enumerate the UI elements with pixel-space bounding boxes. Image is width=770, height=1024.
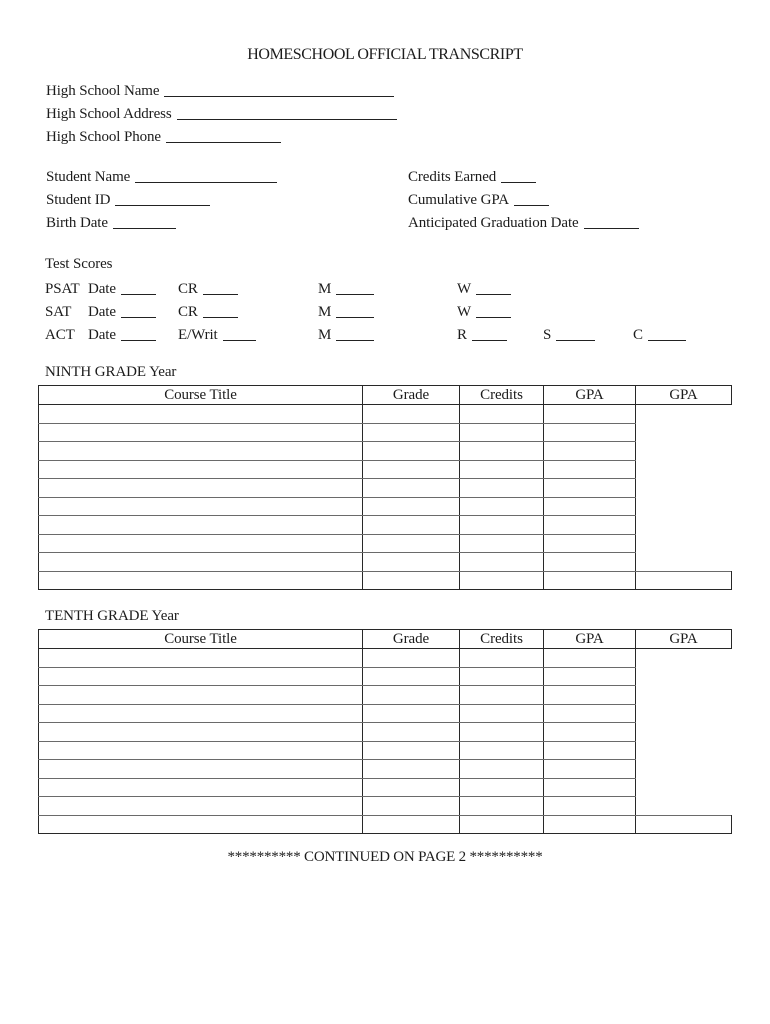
row-spacer	[636, 778, 732, 797]
table-row	[39, 460, 732, 479]
grade-cell[interactable]	[363, 649, 460, 668]
gpa-semester-cell[interactable]	[544, 760, 636, 779]
high-school-name-label: High School Name	[46, 83, 160, 99]
field-label: W	[457, 281, 472, 297]
sat-w-blank[interactable]	[476, 317, 511, 318]
cumulative-gpa-label: Cumulative GPA	[408, 192, 509, 208]
form-row	[46, 80, 397, 103]
sat-date-blank[interactable]	[121, 317, 156, 318]
table-row	[39, 553, 732, 572]
gpa-semester-cell[interactable]	[544, 723, 636, 742]
credits-cell[interactable]	[460, 815, 544, 834]
credits-cell[interactable]	[460, 667, 544, 686]
grade-cell[interactable]	[363, 497, 460, 516]
gpa-semester-cell[interactable]	[544, 497, 636, 516]
row-spacer	[636, 479, 732, 498]
course-title-cell[interactable]	[39, 723, 363, 742]
test-row-sat	[45, 301, 770, 324]
table-row	[39, 760, 732, 779]
ninth-grade-table	[38, 385, 732, 590]
credits-cell[interactable]	[460, 497, 544, 516]
test-name: PSAT	[45, 281, 80, 297]
table-header-row	[39, 386, 732, 405]
continued-note: ********** CONTINUED ON PAGE 2 **********	[227, 849, 543, 865]
grade-header: Grade	[363, 386, 460, 405]
form-row	[408, 212, 639, 235]
credits-cell[interactable]	[460, 423, 544, 442]
credits-cell[interactable]	[460, 553, 544, 572]
table-row	[39, 778, 732, 797]
row-spacer	[636, 797, 732, 816]
gpa-semester-cell[interactable]	[544, 571, 636, 590]
credits-header: Credits	[460, 630, 544, 649]
gpa-semester-cell[interactable]	[544, 516, 636, 535]
row-spacer	[636, 497, 732, 516]
gpa-semester-cell[interactable]	[544, 460, 636, 479]
field-label: Date	[88, 327, 116, 343]
course-title-cell[interactable]	[39, 778, 363, 797]
psat-m-blank[interactable]	[336, 294, 374, 295]
field-label: M	[318, 327, 332, 343]
gpa-semester-cell[interactable]	[544, 649, 636, 668]
gpa-semester-cell[interactable]	[544, 423, 636, 442]
student-name-label: Student Name	[46, 169, 131, 185]
gpa-year-header: GPA	[636, 386, 732, 405]
table-row	[39, 442, 732, 461]
page-title: HOMESCHOOL OFFICIAL TRANSCRIPT	[247, 46, 523, 63]
field-label: CR	[178, 304, 198, 320]
credits-header: Credits	[460, 386, 544, 405]
table-row	[39, 667, 732, 686]
row-spacer	[636, 553, 732, 572]
course-title-cell[interactable]	[39, 534, 363, 553]
act-c-blank[interactable]	[648, 340, 686, 341]
course-title-cell[interactable]	[39, 460, 363, 479]
grade-cell[interactable]	[363, 460, 460, 479]
course-title-cell[interactable]	[39, 571, 363, 590]
table-row	[39, 571, 732, 590]
credits-earned-blank[interactable]	[501, 182, 536, 183]
act-s-blank[interactable]	[556, 340, 595, 341]
credits-cell[interactable]	[460, 479, 544, 498]
credits-cell[interactable]	[460, 704, 544, 723]
form-row	[408, 166, 639, 189]
grade-cell[interactable]	[363, 571, 460, 590]
grade-cell[interactable]	[363, 553, 460, 572]
credits-cell[interactable]	[460, 649, 544, 668]
grade-cell[interactable]	[363, 704, 460, 723]
table-row	[39, 534, 732, 553]
gpa-semester-cell[interactable]	[544, 797, 636, 816]
table-row	[39, 649, 732, 668]
field-label: Date	[88, 304, 116, 320]
field-label: R	[457, 327, 467, 343]
anticipated-graduation-date-blank[interactable]	[584, 228, 639, 229]
high-school-name-blank[interactable]	[164, 96, 394, 97]
grade-cell[interactable]	[363, 423, 460, 442]
grade-cell[interactable]	[363, 778, 460, 797]
course-title-cell[interactable]	[39, 686, 363, 705]
credits-earned-label: Credits Earned	[408, 169, 497, 185]
form-row	[46, 166, 277, 189]
row-spacer	[636, 423, 732, 442]
form-row	[46, 189, 277, 212]
school-info-section	[46, 80, 397, 149]
test-scores-heading: Test Scores	[45, 256, 113, 272]
grade-cell[interactable]	[363, 534, 460, 553]
gpa-year-cell[interactable]	[636, 815, 732, 834]
student-id-label: Student ID	[46, 192, 111, 208]
gpa-semester-cell[interactable]	[544, 686, 636, 705]
gpa-semester-cell[interactable]	[544, 778, 636, 797]
grade-cell[interactable]	[363, 797, 460, 816]
form-row	[408, 189, 639, 212]
tenth-grade-table	[38, 629, 732, 834]
birth-date-blank[interactable]	[113, 228, 176, 229]
row-spacer	[636, 405, 732, 424]
row-spacer	[636, 760, 732, 779]
course-title-cell[interactable]	[39, 497, 363, 516]
row-spacer	[636, 516, 732, 535]
grade-cell[interactable]	[363, 667, 460, 686]
field-label: M	[318, 304, 332, 320]
grade-cell[interactable]	[363, 760, 460, 779]
test-row-act	[45, 324, 770, 347]
course-title-header: Course Title	[39, 386, 363, 405]
course-title-cell[interactable]	[39, 553, 363, 572]
form-row	[46, 212, 277, 235]
birth-date-label: Birth Date	[46, 215, 108, 231]
high-school-phone-blank[interactable]	[166, 142, 281, 143]
course-title-cell[interactable]	[39, 516, 363, 535]
course-title-cell[interactable]	[39, 815, 363, 834]
grade-cell[interactable]	[363, 741, 460, 760]
sat-m-blank[interactable]	[336, 317, 374, 318]
test-row-psat	[45, 278, 770, 301]
high-school-phone-label: High School Phone	[46, 129, 161, 145]
row-spacer	[636, 667, 732, 686]
table-row	[39, 704, 732, 723]
course-title-cell[interactable]	[39, 760, 363, 779]
table-row	[39, 423, 732, 442]
high-school-address-label: High School Address	[46, 106, 172, 122]
field-label: W	[457, 304, 472, 320]
gpa-year-cell[interactable]	[636, 571, 732, 590]
gpa-semester-cell[interactable]	[544, 815, 636, 834]
row-spacer	[636, 686, 732, 705]
gpa-semester-header: GPA	[544, 630, 636, 649]
act-r-blank[interactable]	[472, 340, 507, 341]
test-name: SAT	[45, 304, 72, 320]
act-date-blank[interactable]	[121, 340, 156, 341]
row-spacer	[636, 442, 732, 461]
gpa-semester-cell[interactable]	[544, 741, 636, 760]
course-title-cell[interactable]	[39, 741, 363, 760]
form-row	[46, 126, 397, 149]
student-info-right	[408, 166, 639, 235]
credits-cell[interactable]	[460, 534, 544, 553]
table-row	[39, 815, 732, 834]
credits-cell[interactable]	[460, 571, 544, 590]
grade-cell[interactable]	[363, 686, 460, 705]
row-spacer	[636, 649, 732, 668]
student-info-left	[46, 166, 277, 235]
gpa-semester-cell[interactable]	[544, 553, 636, 572]
grade-header: Grade	[363, 630, 460, 649]
anticipated-graduation-date-label: Anticipated Graduation Date	[408, 215, 579, 231]
student-id-blank[interactable]	[115, 205, 210, 206]
grade-cell[interactable]	[363, 815, 460, 834]
test-name: ACT	[45, 327, 75, 343]
table-row	[39, 479, 732, 498]
psat-w-blank[interactable]	[476, 294, 511, 295]
credits-cell[interactable]	[460, 723, 544, 742]
credits-cell[interactable]	[460, 760, 544, 779]
table-row	[39, 741, 732, 760]
course-title-cell[interactable]	[39, 797, 363, 816]
gpa-semester-cell[interactable]	[544, 405, 636, 424]
table-row	[39, 405, 732, 424]
gpa-year-header: GPA	[636, 630, 732, 649]
table-row	[39, 516, 732, 535]
grade-cell[interactable]	[363, 479, 460, 498]
credits-cell[interactable]	[460, 442, 544, 461]
gpa-semester-cell[interactable]	[544, 534, 636, 553]
sat-cr-blank[interactable]	[203, 317, 238, 318]
tenth-grade-label: TENTH GRADE Year	[45, 608, 179, 624]
row-spacer	[636, 460, 732, 479]
grade-cell[interactable]	[363, 516, 460, 535]
credits-cell[interactable]	[460, 405, 544, 424]
grade-cell[interactable]	[363, 723, 460, 742]
form-row	[46, 103, 397, 126]
field-label: C	[633, 327, 643, 343]
course-title-cell[interactable]	[39, 667, 363, 686]
course-title-header: Course Title	[39, 630, 363, 649]
gpa-semester-cell[interactable]	[544, 442, 636, 461]
gpa-semester-header: GPA	[544, 386, 636, 405]
psat-date-blank[interactable]	[121, 294, 156, 295]
cumulative-gpa-blank[interactable]	[514, 205, 549, 206]
student-name-blank[interactable]	[135, 182, 277, 183]
course-title-cell[interactable]	[39, 479, 363, 498]
credits-cell[interactable]	[460, 686, 544, 705]
credits-cell[interactable]	[460, 797, 544, 816]
field-label: CR	[178, 281, 198, 297]
grade-cell[interactable]	[363, 405, 460, 424]
act-ewrit-blank[interactable]	[223, 340, 256, 341]
table-row	[39, 723, 732, 742]
gpa-semester-cell[interactable]	[544, 479, 636, 498]
row-spacer	[636, 723, 732, 742]
course-title-cell[interactable]	[39, 649, 363, 668]
ninth-grade-label: NINTH GRADE Year	[45, 364, 177, 380]
course-title-cell[interactable]	[39, 405, 363, 424]
act-m-blank[interactable]	[336, 340, 374, 341]
row-spacer	[636, 534, 732, 553]
row-spacer	[636, 704, 732, 723]
course-title-cell[interactable]	[39, 442, 363, 461]
table-row	[39, 686, 732, 705]
credits-cell[interactable]	[460, 741, 544, 760]
gpa-semester-cell[interactable]	[544, 667, 636, 686]
credits-cell[interactable]	[460, 516, 544, 535]
grade-cell[interactable]	[363, 442, 460, 461]
field-label: M	[318, 281, 332, 297]
field-label: E/Writ	[178, 327, 218, 343]
course-title-cell[interactable]	[39, 423, 363, 442]
psat-cr-blank[interactable]	[203, 294, 238, 295]
field-label: S	[543, 327, 552, 343]
table-header-row	[39, 630, 732, 649]
credits-cell[interactable]	[460, 460, 544, 479]
field-label: Date	[88, 281, 116, 297]
course-title-cell[interactable]	[39, 704, 363, 723]
high-school-address-blank[interactable]	[177, 119, 397, 120]
table-row	[39, 797, 732, 816]
row-spacer	[636, 741, 732, 760]
gpa-semester-cell[interactable]	[544, 704, 636, 723]
table-row	[39, 497, 732, 516]
credits-cell[interactable]	[460, 778, 544, 797]
